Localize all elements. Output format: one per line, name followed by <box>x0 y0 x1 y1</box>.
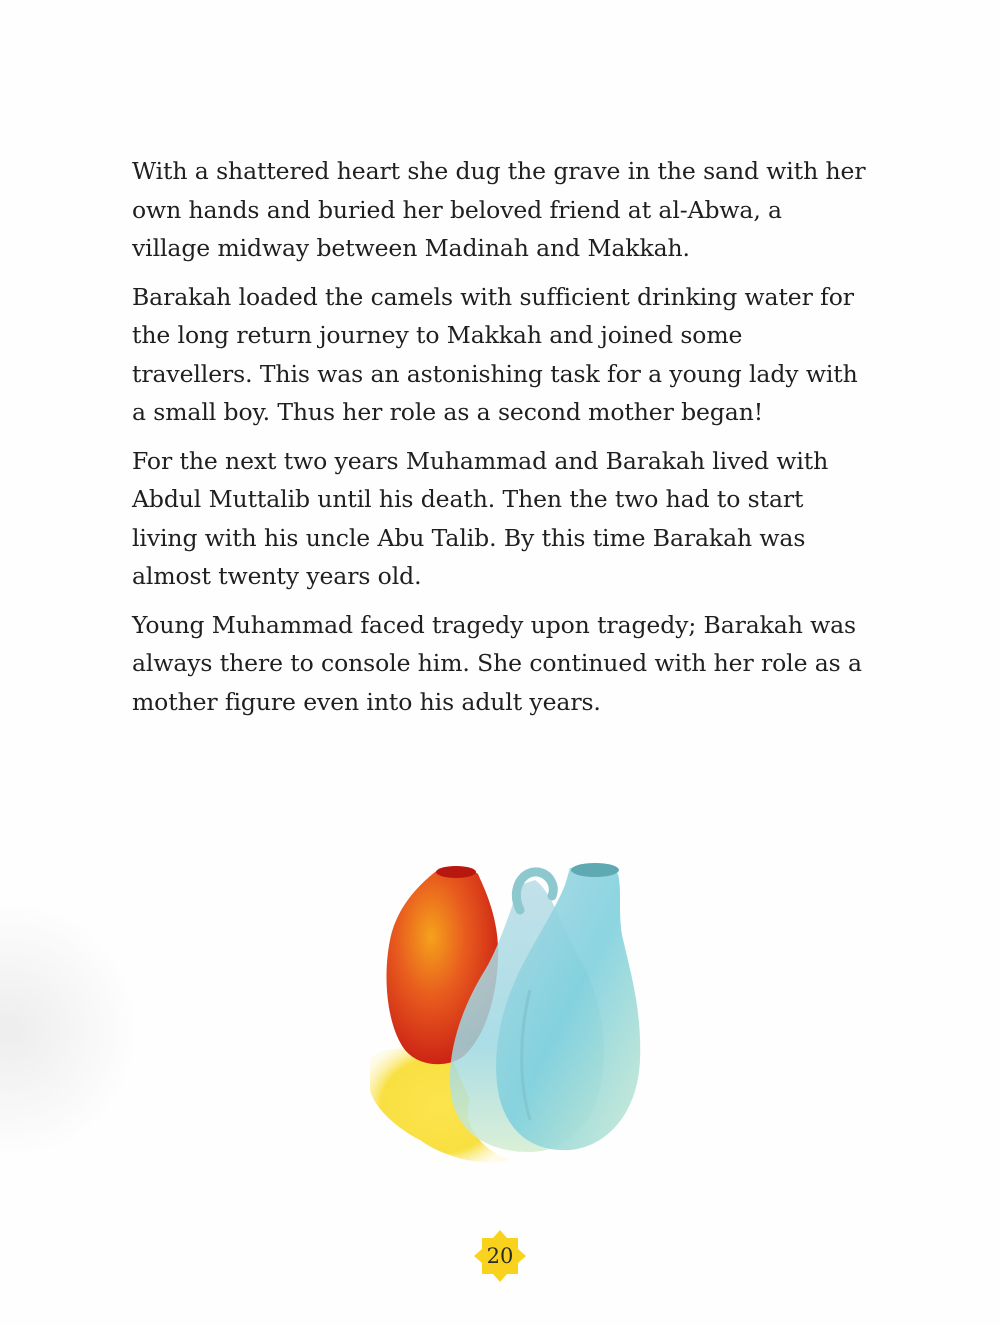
paragraph-3: For the next two years Muhammad and Barakah lived with Abdul Muttalib until his death. Then the two had to start living with his uncle Abu Talib. By this time Barakah was almost twenty years old. <box>132 446 829 590</box>
watercolor-jugs-illustration <box>360 850 660 1170</box>
page-edge-shadow <box>0 900 140 1160</box>
paragraph-1: With a shattered heart she dug the grave in the sand with her own hands and buried her beloved friend at al-Abwa, a village midway between Madinah and Makkah. <box>132 157 866 262</box>
story-text <box>132 152 867 731</box>
paragraph-2: Barakah loaded the camels with sufficient drinking water for the long return journey to Makkah and joined some travellers. This was an astonishing task for a young lady with a small boy. Thus her role as a second mother began! <box>132 282 858 426</box>
paragraph-4: Young Muhammad faced tragedy upon tragedy; Barakah was always there to console him. She continued with her role as a mother figure even into his adult years. <box>132 610 862 716</box>
blue-jug-mouth <box>571 863 619 877</box>
page-number: 20 <box>486 1244 514 1268</box>
red-jug-mouth <box>436 866 476 878</box>
